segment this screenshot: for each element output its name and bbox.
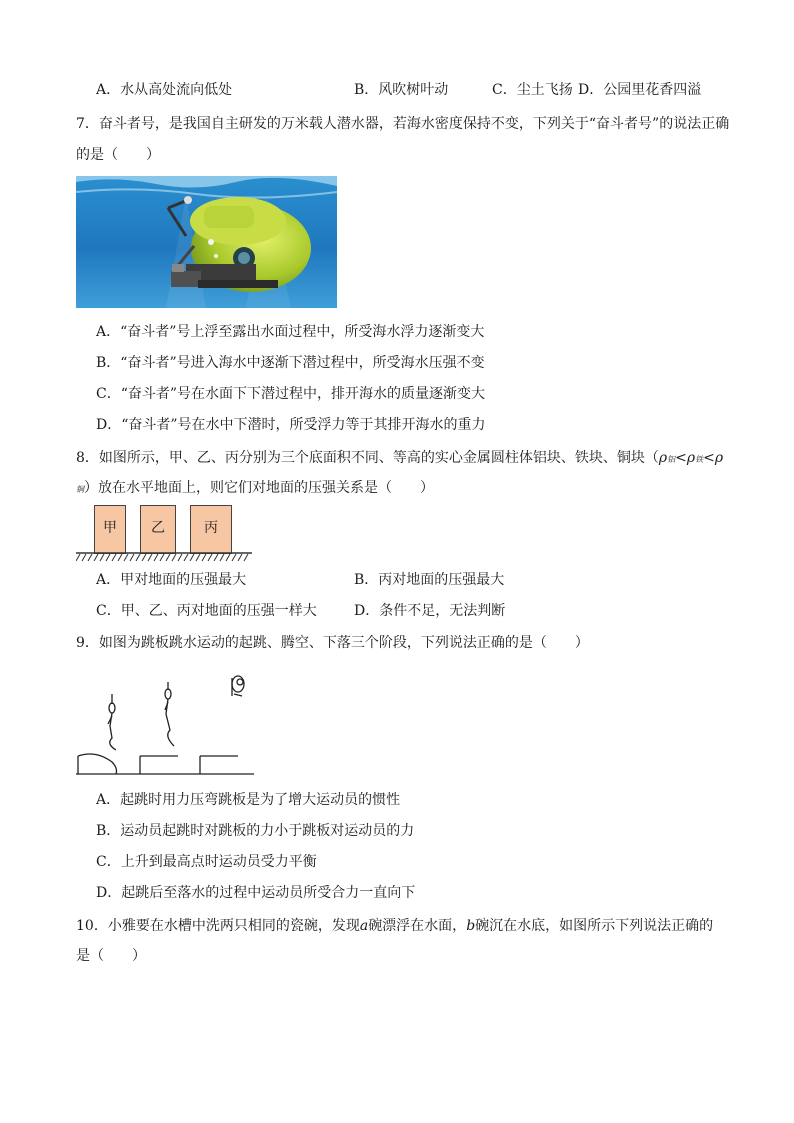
q8-option-d: D．条件不足，无法判断 bbox=[354, 603, 506, 619]
q8-stem-text: ）放在水平地面上，则它们对地面的压强关系是（ ） bbox=[84, 480, 434, 496]
q7-stem-line1: 7．奋斗者号，是我国自主研发的万米载人潜水器，若海水密度保持不变，下列关于“奋斗者号”的说法正确 bbox=[76, 116, 730, 132]
rho-subscript: 铜 bbox=[76, 485, 84, 494]
rho-subscript: 铁 bbox=[695, 455, 704, 464]
block-label: 丙 bbox=[204, 520, 218, 536]
blocks-figure bbox=[76, 500, 252, 564]
q6-option-c: C．尘土飞扬 bbox=[492, 82, 573, 98]
block-jia bbox=[94, 505, 126, 554]
q8-option-c: C．甲、乙、丙对地面的压强一样大 bbox=[96, 603, 317, 619]
q8-stem-text: 8．如图所示，甲、乙、丙分别为三个底面积不同、等高的实心金属圆柱体铝块、铁块、铜块（ bbox=[76, 450, 659, 466]
q10-stem-line1 bbox=[76, 916, 713, 936]
q7-option-d: D．“奋斗者”号在水中下潜时，所受浮力等于其排开海水的重力 bbox=[96, 417, 486, 433]
q8-option-b: B．丙对地面的压强最大 bbox=[354, 572, 505, 588]
q9-option-c: C．上升到最高点时运动员受力平衡 bbox=[96, 854, 317, 870]
ground-hatching bbox=[76, 552, 252, 562]
q10-stem-text: 碗漂浮在水面， bbox=[368, 918, 467, 934]
block-bing bbox=[190, 505, 232, 554]
q7-option-a: A．“奋斗者”号上浮至露出水面过程中，所受海水浮力逐渐变大 bbox=[96, 324, 485, 340]
var-b: b bbox=[466, 918, 476, 934]
q7-stem-line2: 的是（ ） bbox=[76, 147, 160, 163]
diving-figure bbox=[76, 664, 256, 776]
block-label: 甲 bbox=[103, 520, 117, 536]
q8-stem-line1 bbox=[76, 448, 723, 470]
rho-subscript: 铝 bbox=[667, 455, 676, 464]
block-yi bbox=[140, 505, 176, 554]
q10-stem-line2: 是（ ） bbox=[76, 948, 146, 964]
q10-stem-text: 碗沉在水底，如图所示下列说法正确的 bbox=[475, 918, 714, 934]
q8-stem-line2 bbox=[76, 478, 434, 500]
q10-stem-text: 10．小雅要在水槽中洗两只相同的瓷碗，发现 bbox=[76, 918, 360, 934]
less-than: < bbox=[703, 450, 715, 466]
block-label: 乙 bbox=[151, 520, 165, 536]
q6-option-d: D．公园里花香四溢 bbox=[578, 82, 702, 98]
q7-option-b: B．“奋斗者”号进入海水中逐渐下潜过程中，所受海水压强不变 bbox=[96, 355, 485, 371]
rho-symbol: ρ bbox=[714, 450, 724, 466]
q6-option-a: A．水从高处流向低处 bbox=[96, 82, 233, 98]
less-than: < bbox=[675, 450, 687, 466]
rho-symbol: ρ bbox=[686, 450, 696, 466]
q9-option-a: A．起跳时用力压弯跳板是为了增大运动员的惯性 bbox=[96, 792, 401, 808]
q9-stem: 9．如图为跳板跳水运动的起跳、腾空、下落三个阶段，下列说法正确的是（ ） bbox=[76, 635, 589, 651]
q9-option-d: D．起跳后至落水的过程中运动员所受合力一直向下 bbox=[96, 885, 416, 901]
q6-option-b: B．风吹树叶动 bbox=[354, 82, 449, 98]
q7-option-c: C．“奋斗者”号在水面下下潜过程中，排开海水的质量逐渐变大 bbox=[96, 386, 486, 402]
var-a: a bbox=[359, 918, 369, 934]
q9-option-b: B．运动员起跳时对跳板的力小于跳板对运动员的力 bbox=[96, 823, 415, 839]
q8-option-a: A．甲对地面的压强最大 bbox=[96, 572, 247, 588]
submarine-photo bbox=[76, 176, 337, 308]
rho-symbol: ρ bbox=[658, 450, 668, 466]
